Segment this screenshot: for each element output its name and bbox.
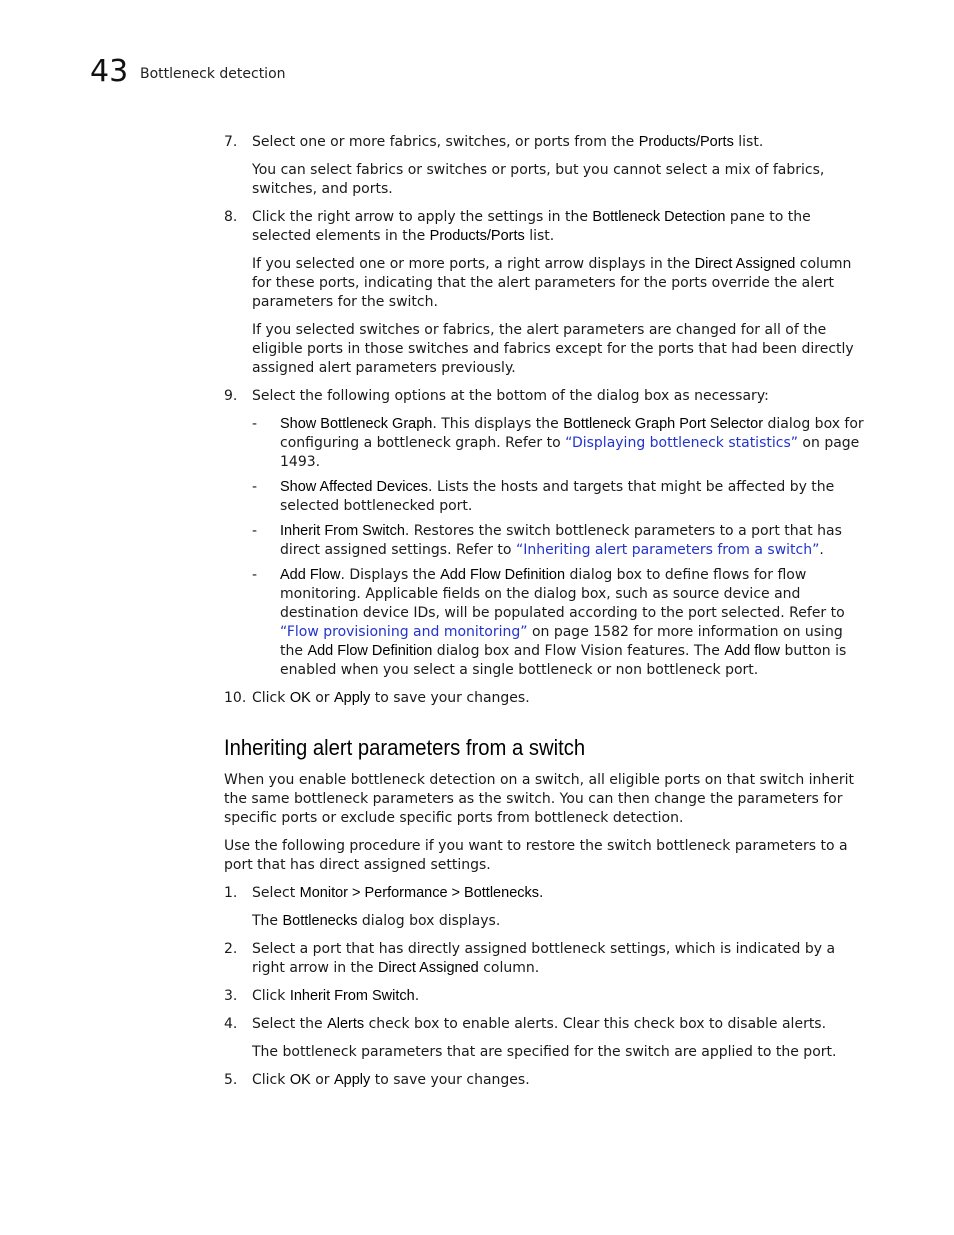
step-text: Click the right arrow to apply the settings in the Bottleneck Detection pane to the selected elements in the Products/Ports list.: [252, 209, 811, 244]
step-note: The Bottlenecks dialog box displays.: [252, 913, 501, 929]
ui-term: OK: [289, 690, 311, 706]
ui-term: Monitor > Performance > Bottlenecks: [299, 885, 540, 901]
option-show-affected-devices: - Show Affected Devices. Lists the hosts and targets that might be affected by the selected bottlenecked port.: [252, 479, 835, 514]
option-show-bottleneck-graph: - Show Bottleneck Graph. This displays the Bottleneck Graph Port Selector dialog box for configuring a bottleneck graph. Refer to “Displaying bottleneck statistics” on page 1493.: [252, 416, 864, 470]
step-text: Click Inherit From Switch.: [252, 988, 420, 1004]
step-number: 9.: [224, 388, 238, 404]
ui-term: Apply: [334, 690, 371, 706]
ui-term: Direct Assigned: [694, 256, 796, 272]
dash-bullet: -: [252, 416, 258, 432]
step-text: Click OK or Apply to save your changes.: [252, 1072, 530, 1088]
option-add-flow: - Add Flow. Displays the Add Flow Definition dialog box to define flows for flow monitoring. Applicable fields on the dialog box, such as source device and destination device IDs, will be populated according to the port selected. Refer to “Flow provisioning and monitoring” on page 1582 for more information on using the Add Flow Definition dialog box and Flow Vision features. The Add flow button is enabled when you select a single bottleneck or non bottleneck port.: [252, 567, 847, 678]
ui-term: Alerts: [327, 1016, 365, 1032]
procedure-step-2: [224, 940, 870, 978]
step-note: If you selected one or more ports, a right arrow displays in the Direct Assigned column for these ports, indicating that the alert parameters for the ports override the alert parameters for the switch.: [252, 256, 852, 310]
ui-term: Products/Ports: [429, 228, 525, 244]
step-text: Click OK or Apply to save your changes.: [252, 690, 530, 706]
step-text: Select one or more fabrics, switches, or ports from the Products/Ports list.: [252, 134, 764, 150]
paragraph: Use the following procedure if you want to restore the switch bottleneck parameters to a port that has direct assigned settings.: [224, 838, 848, 873]
chapter-number: 43: [90, 54, 129, 89]
step-7: [224, 133, 870, 199]
paragraph: When you enable bottleneck detection on a switch, all eligible ports on that switch inherit the same bottleneck parameters as the switch. You can then change the parameters for specific ports or exclude specific ports from bottleneck detection.: [224, 772, 855, 826]
step-text: Select a port that has directly assigned bottleneck settings, which is indicated by a right arrow in the Direct Assigned column.: [252, 941, 836, 976]
ui-term: Products/Ports: [638, 134, 734, 150]
section-heading: Inheriting alert parameters from a switch: [224, 735, 586, 760]
step-text: Select Monitor > Performance > Bottlenecks.: [252, 885, 544, 901]
ui-term: Direct Assigned: [378, 960, 479, 976]
procedure-step-3: [224, 987, 870, 1006]
ui-term: Add Flow: [280, 567, 341, 583]
ui-term: Bottleneck Detection: [592, 209, 726, 225]
link-displaying-bottleneck-statistics[interactable]: “Displaying bottleneck statistics”: [565, 435, 798, 451]
dash-bullet: -: [252, 523, 258, 539]
link-inheriting-alert-parameters[interactable]: “Inheriting alert parameters from a switch”: [515, 542, 820, 558]
dash-bullet: -: [252, 479, 258, 495]
step-10: [224, 689, 870, 708]
link-flow-provisioning[interactable]: “Flow provisioning and monitoring”: [280, 624, 528, 640]
ui-term: Bottleneck Graph Port Selector: [563, 416, 764, 432]
step-number: 2.: [224, 941, 238, 957]
step-number: 7.: [224, 134, 238, 150]
option-list: [252, 415, 870, 680]
ui-term: Show Bottleneck Graph: [280, 416, 433, 432]
step-number: 8.: [224, 209, 238, 225]
ui-term: Apply: [334, 1072, 371, 1088]
step-text: Select the following options at the bottom of the dialog box as necessary:: [252, 388, 769, 404]
page-body: [224, 133, 870, 1099]
ui-term: Add Flow Definition: [307, 643, 433, 659]
ui-term: Add flow: [724, 643, 780, 659]
ui-term: Add Flow Definition: [440, 567, 566, 583]
procedure-step-4: [224, 1015, 870, 1062]
ui-term: Inherit From Switch: [289, 988, 415, 1004]
step-number: 10.: [224, 690, 247, 706]
step-text: Select the Alerts check box to enable alerts. Clear this check box to disable alerts.: [252, 1016, 827, 1032]
option-inherit-from-switch: - Inherit From Switch. Restores the switch bottleneck parameters to a port that has direct assigned settings. Refer to “Inheriting alert parameters from a switch”.: [252, 523, 842, 558]
ui-term: Show Affected Devices: [280, 479, 429, 495]
step-number: 3.: [224, 988, 238, 1004]
step-number: 4.: [224, 1016, 238, 1032]
dash-bullet: -: [252, 567, 258, 583]
procedure-step-5: [224, 1071, 870, 1090]
step-number: 1.: [224, 885, 238, 901]
procedure-step-1: [224, 884, 870, 931]
step-note: The bottleneck parameters that are specified for the switch are applied to the port.: [252, 1044, 837, 1060]
step-note: If you selected switches or fabrics, the alert parameters are changed for all of the eligible ports in those switches and fabrics except for the ports that had been directly assigned alert parameters previously.: [252, 322, 854, 376]
step-9: [224, 387, 870, 680]
chapter-title: Bottleneck detection: [140, 66, 286, 82]
ui-term: Bottlenecks: [282, 913, 358, 929]
ui-term: OK: [289, 1072, 311, 1088]
ui-term: Inherit From Switch: [280, 523, 405, 539]
step-number: 5.: [224, 1072, 238, 1088]
step-note: You can select fabrics or switches or ports, but you cannot select a mix of fabrics, switches, and ports.: [252, 162, 825, 197]
step-8: [224, 208, 870, 378]
